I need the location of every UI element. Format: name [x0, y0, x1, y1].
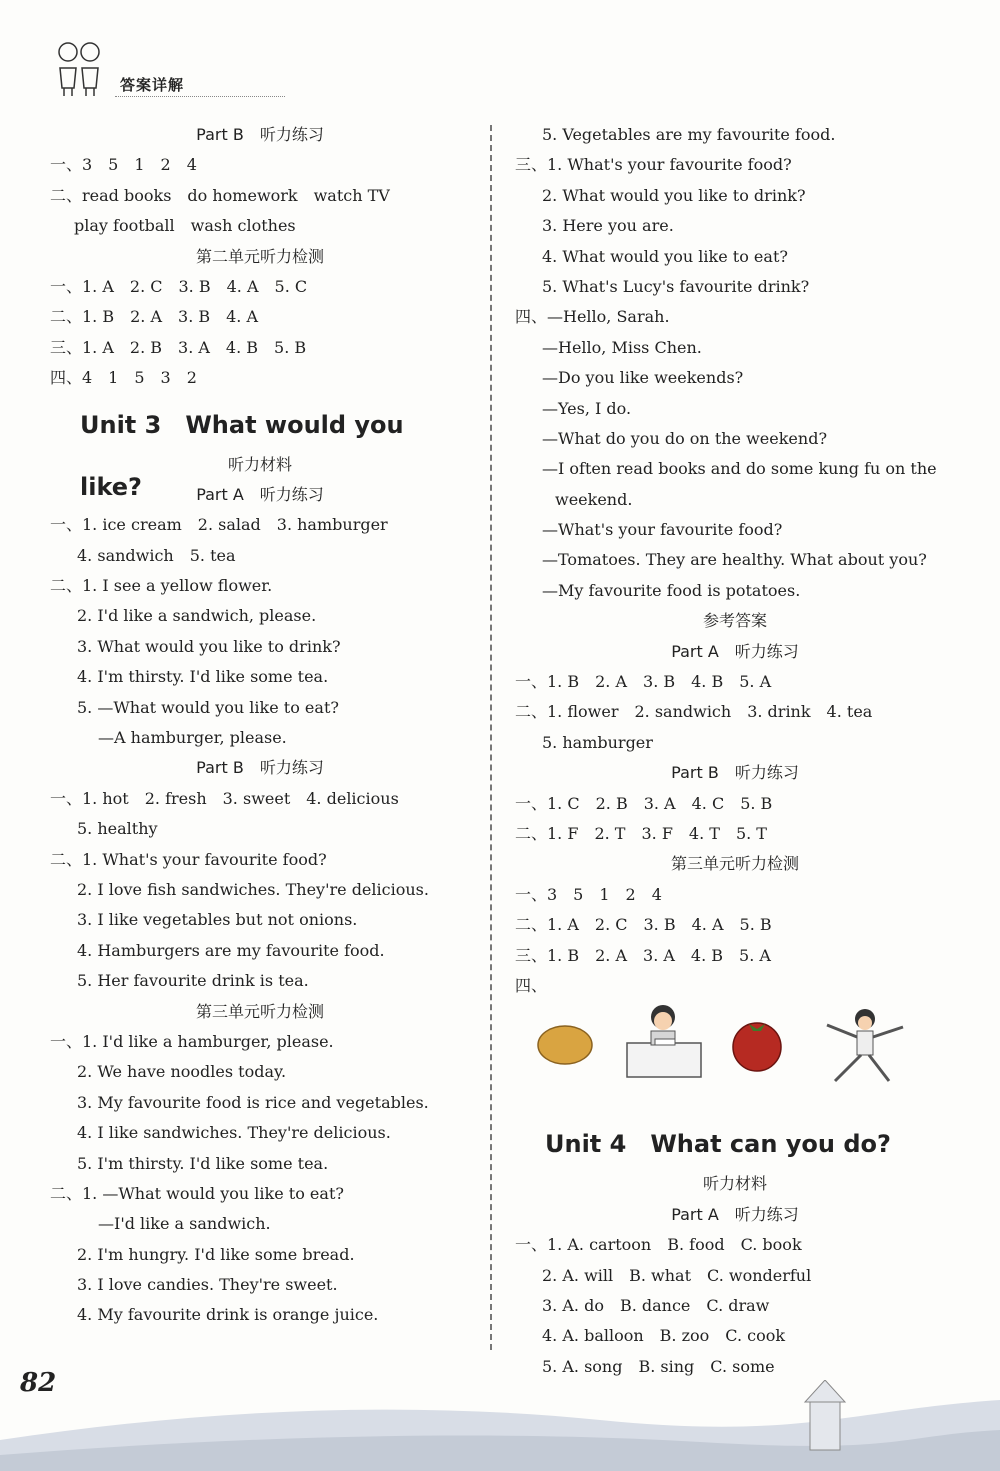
section-heading: 参考答案	[702, 611, 767, 631]
answer-line: 4. I like sandwiches. They're delicious.	[77, 1123, 391, 1143]
answer-line: 四、—Hello, Sarah.	[515, 307, 670, 327]
answer-line: 二、1. What's your favourite food?	[50, 849, 327, 869]
answer-line: —Do you like weekends?	[542, 368, 744, 388]
answer-line: 一、1. B 2. A 3. B 4. B 5. A	[515, 672, 772, 692]
page-number: 82	[20, 1368, 57, 1398]
answer-line: 3. I like vegetables but not onions.	[77, 910, 358, 930]
picture-answers	[515, 1001, 955, 1097]
answer-line: 一、1. hot 2. fresh 3. sweet 4. delicious	[50, 788, 399, 808]
header-title: 答案详解	[120, 76, 185, 94]
answer-line: 一、3 5 1 2 4	[515, 884, 662, 904]
answer-line: 2. A. will B. what C. wonderful	[542, 1265, 812, 1285]
answer-line: 4. My favourite drink is orange juice.	[77, 1305, 379, 1325]
section-heading: Part B 听力练习	[671, 763, 799, 783]
kids-logo-icon	[50, 38, 110, 98]
answer-line: play football wash clothes	[74, 216, 296, 236]
section-heading: Part A 听力练习	[671, 641, 799, 661]
answer-line: 一、1. ice cream 2. salad 3. hamburger	[50, 515, 388, 535]
answer-line: 二、1. F 2. T 3. F 4. T 5. T	[515, 823, 767, 843]
page-header	[40, 38, 250, 100]
kung-fu-boy-icon	[827, 1009, 903, 1081]
answer-line: 4. I'm thirsty. I'd like some tea.	[77, 667, 329, 687]
answer-line: 5. healthy	[77, 819, 158, 839]
answer-line: 4. A. balloon B. zoo C. cook	[542, 1326, 786, 1346]
answer-line: 三、1. A 2. B 3. A 4. B 5. B	[50, 337, 307, 357]
answer-line: 3. A. do B. dance C. draw	[542, 1295, 770, 1315]
answer-line: —I'd like a sandwich.	[98, 1214, 271, 1234]
answer-line: 2. We have noodles today.	[77, 1062, 287, 1082]
answer-line: 二、read books do homework watch TV	[50, 185, 390, 205]
left-column	[50, 120, 470, 1331]
answer-line: —I often read books and do some kung fu on the	[542, 459, 937, 479]
answer-line: 二、1. I see a yellow flower.	[50, 576, 273, 596]
answer-line: 5. I'm thirsty. I'd like some tea.	[77, 1153, 329, 1173]
answer-line: 二、1. —What would you like to eat?	[50, 1183, 344, 1203]
answer-line: 4. What would you like to eat?	[542, 246, 788, 266]
potato-icon	[538, 1026, 592, 1064]
section-heading: 第三单元听力检测	[670, 854, 799, 874]
answer-line: —My favourite food is potatoes.	[542, 580, 801, 600]
answer-line: 二、1. B 2. A 3. B 4. A	[50, 307, 259, 327]
answer-line: —Tomatoes. They are healthy. What about you?	[542, 550, 927, 570]
answer-line: 四、4 1 5 3 2	[50, 368, 197, 388]
answer-line: —Hello, Miss Chen.	[542, 337, 702, 357]
answer-line: 三、1. What's your favourite food?	[515, 155, 792, 175]
answer-line: 2. I'm hungry. I'd like some bread.	[77, 1244, 355, 1264]
unit-title: Unit 3 What would you like?	[80, 410, 404, 501]
section-heading: 第三单元听力检测	[195, 1001, 324, 1021]
answer-line: 5. hamburger	[542, 732, 653, 752]
castle-icon	[805, 1380, 845, 1450]
section-heading: 听力材料	[227, 454, 292, 474]
answer-line: 5. Her favourite drink is tea.	[77, 971, 309, 991]
answer-line: 5. —What would you like to eat?	[77, 697, 339, 717]
answer-line: 二、1. A 2. C 3. B 4. A 5. B	[515, 915, 772, 935]
answer-line: 四、	[515, 975, 548, 995]
answer-line: 一、1. A. cartoon B. food C. book	[515, 1235, 802, 1255]
answer-line: 一、1. A 2. C 3. B 4. A 5. C	[50, 276, 308, 296]
answer-line: 一、1. C 2. B 3. A 4. C 5. B	[515, 793, 773, 813]
column-divider	[490, 125, 492, 1350]
answer-line: 一、3 5 1 2 4	[50, 155, 197, 175]
answer-line: —A hamburger, please.	[98, 728, 287, 748]
section-heading: 第二单元听力检测	[195, 246, 324, 266]
right-column	[515, 120, 955, 1382]
answer-line: 3. My favourite food is rice and vegetables.	[77, 1092, 429, 1112]
answer-line: 一、1. I'd like a hamburger, please.	[50, 1031, 334, 1051]
answer-line: 5. Vegetables are my favourite food.	[542, 125, 836, 144]
picture-row	[515, 1001, 955, 1097]
answer-line: 4. sandwich 5. tea	[77, 545, 236, 565]
answer-line: 3. What would you like to drink?	[77, 636, 341, 656]
answer-line: —What do you do on the weekend?	[542, 428, 828, 448]
unit-title: Unit 4 What can you do?	[545, 1130, 891, 1159]
section-heading: Part B 听力练习	[196, 125, 324, 144]
answer-line: 3. Here you are.	[542, 216, 674, 236]
section-heading: 听力材料	[702, 1174, 767, 1194]
answer-line: 5. A. song B. sing C. some	[542, 1356, 775, 1376]
answer-line: 4. Hamburgers are my favourite food.	[77, 940, 385, 960]
answer-line: 3. I love candies. They're sweet.	[77, 1275, 338, 1295]
answer-line: —What's your favourite food?	[542, 520, 783, 540]
header-divider	[115, 96, 285, 97]
tomato-icon	[733, 1023, 781, 1071]
section-heading: Part A 听力练习	[671, 1204, 799, 1224]
girl-reading-icon	[627, 1005, 701, 1077]
footer-decoration	[0, 1380, 1000, 1471]
answer-line: 2. I love fish sandwiches. They're delicious.	[77, 879, 429, 899]
answer-line: 三、1. B 2. A 3. A 4. B 5. A	[515, 945, 771, 965]
answer-line: 5. What's Lucy's favourite drink?	[542, 276, 810, 296]
answer-line: —Yes, I do.	[542, 398, 632, 418]
answer-line: weekend.	[555, 489, 633, 509]
answer-line: 2. What would you like to drink?	[542, 185, 806, 205]
answer-line: 二、1. flower 2. sandwich 3. drink 4. tea	[515, 702, 873, 722]
section-heading: Part A 听力练习	[196, 484, 324, 504]
answer-line: 2. I'd like a sandwich, please.	[77, 606, 317, 626]
section-heading: Part B 听力练习	[196, 758, 324, 778]
